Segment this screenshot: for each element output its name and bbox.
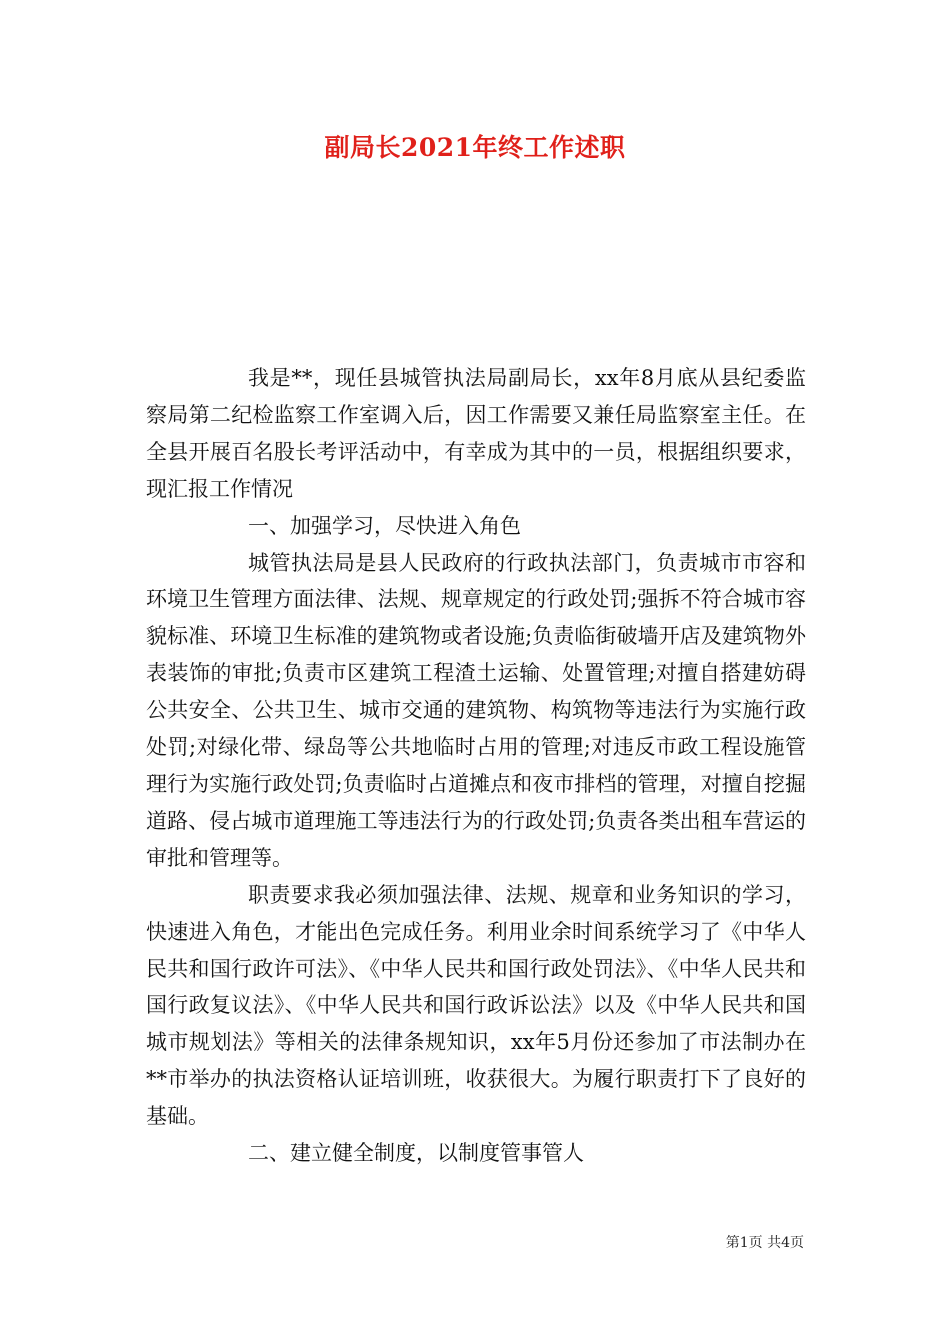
paragraph: 我是**，现任县城管执法局副局长，xx年8月底从县纪委监察局第二纪检监察工作室调入后，因工作需要又兼任局监察室主任。在全县开展百名股长考评活动中，有幸成为其中的一员，根据组织要求，现汇报工作情况 — [146, 366, 806, 501]
paragraph: 城管执法局是县人民政府的行政执法部门，负责城市市容和环境卫生管理方面法律、法规、规章规定的行政处罚;强拆不符合城市容貌标准、环境卫生标准的建筑物或者设施;负责临街破墙开店及建筑物外表装饰的审批;负责市区建筑工程渣土运输、处置管理;对擅自搭建妨碍公共安全、公共卫生、城市交通的建筑物、构筑物等违法行为实施行政处罚;对绿化带、绿岛等公共地临时占用的管理;对违反市政工程设施管理行为实施行政处罚;负责临时占道摊点和夜市排档的管理，对擅自挖掘道路、侵占城市道理施工等违法行为的行政处罚;负责各类出租车营运的审批和管理等。 — [146, 550, 806, 870]
page-number: 第1页 共4页 — [725, 1235, 804, 1251]
section-heading: 一、加强学习，尽快进入角色 — [248, 513, 521, 538]
section-heading: 二、建立健全制度，以制度管事管人 — [248, 1141, 584, 1166]
paragraph: 职责要求我必须加强法律、法规、规章和业务知识的学习，快速进入角色，才能出色完成任务。利用业余时间系统学习了《中华人民共和国行政许可法》、《中华人民共和国行政处罚法》、《中华人民共和国行政复议法》、《中华人民共和国行政诉讼法》以及《中华人民共和国城市规划法》等相关的法律条规知识，xx年5月份还参加了市法制办在**市举办的执法资格认证培训班，收获很大。为履行职责打下了良好的基础。 — [146, 882, 806, 1129]
document-title: 副局长2021年终工作述职 — [324, 133, 626, 162]
document-body — [146, 360, 806, 1172]
